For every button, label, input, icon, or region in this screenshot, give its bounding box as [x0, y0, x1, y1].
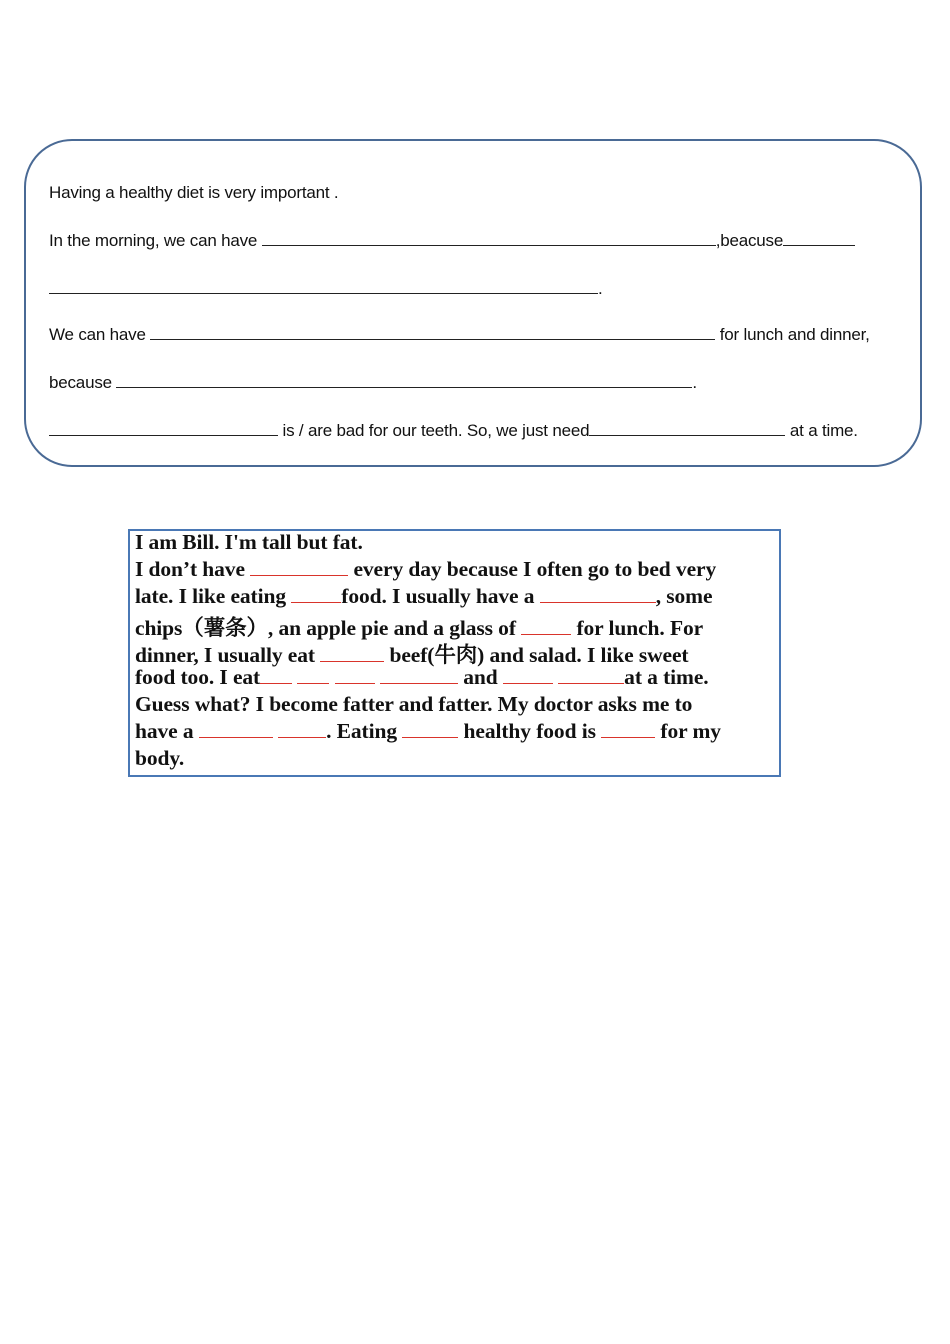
worksheet-text: is / are bad for our teeth. So, we just need	[282, 421, 590, 440]
fill-blank[interactable]	[250, 574, 348, 576]
passage-text: and	[463, 665, 498, 689]
fill-blank[interactable]	[540, 601, 656, 603]
worksheet-text: In the morning, we can have	[49, 231, 258, 250]
passage-text: body.	[135, 746, 185, 770]
worksheet-line-4	[49, 325, 870, 345]
passage-text: . Eating	[326, 719, 397, 743]
passage-text: beef(牛肉) and salad. I like sweet	[389, 643, 689, 667]
worksheet-line-2	[49, 231, 855, 251]
fill-blank[interactable]	[503, 682, 553, 684]
passage-text: I am Bill. I'm tall but fat.	[135, 530, 363, 554]
fill-blank[interactable]	[291, 601, 341, 603]
worksheet-text: ,beacuse	[715, 231, 784, 250]
passage-text: Guess what? I become fatter and fatter. My doctor asks me to	[135, 692, 693, 716]
passage-line-2	[135, 557, 716, 582]
worksheet-text: for lunch and dinner,	[719, 325, 870, 344]
fill-blank[interactable]	[49, 292, 598, 294]
passage-text: , some	[655, 584, 713, 608]
passage-text: for lunch. For	[576, 616, 704, 640]
worksheet-line-6	[49, 421, 858, 441]
fill-blank[interactable]	[521, 633, 571, 635]
fill-blank[interactable]	[260, 682, 292, 684]
passage-line-9	[135, 746, 184, 771]
worksheet-line-1	[49, 183, 338, 203]
worksheet-text: We can have	[49, 325, 146, 344]
passage-text: dinner, I usually eat	[135, 643, 315, 667]
fill-blank[interactable]	[297, 682, 329, 684]
worksheet-text: .	[692, 373, 697, 392]
fill-blank[interactable]	[320, 660, 384, 662]
fill-blank[interactable]	[558, 682, 624, 684]
worksheet-text: because	[49, 373, 112, 392]
passage-line-3	[135, 584, 712, 609]
fill-blank[interactable]	[589, 434, 785, 436]
fill-blank[interactable]	[262, 244, 716, 246]
passage-line-6	[135, 665, 709, 690]
passage-text: food too. I eat	[135, 665, 261, 689]
passage-text: every day because I often go to bed very	[353, 557, 717, 581]
passage-text: I don’t have	[135, 557, 245, 581]
passage-line-1	[135, 530, 363, 555]
passage-text: late. I like eating	[135, 584, 286, 608]
worksheet-text: .	[598, 279, 603, 298]
worksheet-line-5	[49, 373, 697, 393]
fill-blank[interactable]	[278, 736, 326, 738]
passage-text: have a	[135, 719, 194, 743]
fill-blank[interactable]	[49, 434, 278, 436]
worksheet-text: Having a healthy diet is very important .	[49, 183, 339, 202]
fill-blank[interactable]	[783, 244, 855, 246]
fill-blank[interactable]	[335, 682, 375, 684]
passage-text: at a time.	[624, 665, 709, 689]
fill-blank[interactable]	[402, 736, 458, 738]
passage-text: food. I usually have a	[341, 584, 535, 608]
passage-text: chips（薯条）, an apple pie and a glass of	[135, 616, 516, 640]
fill-blank[interactable]	[601, 736, 655, 738]
fill-blank[interactable]	[199, 736, 273, 738]
passage-text: for my	[660, 719, 721, 743]
fill-blank[interactable]	[150, 338, 715, 340]
worksheet-text: at a time.	[789, 421, 858, 440]
passage-text: healthy food is	[463, 719, 596, 743]
fill-blank[interactable]	[116, 386, 692, 388]
passage-line-8	[135, 719, 721, 744]
worksheet-line-3	[49, 279, 603, 299]
fill-blank[interactable]	[380, 682, 458, 684]
passage-line-7	[135, 692, 692, 717]
